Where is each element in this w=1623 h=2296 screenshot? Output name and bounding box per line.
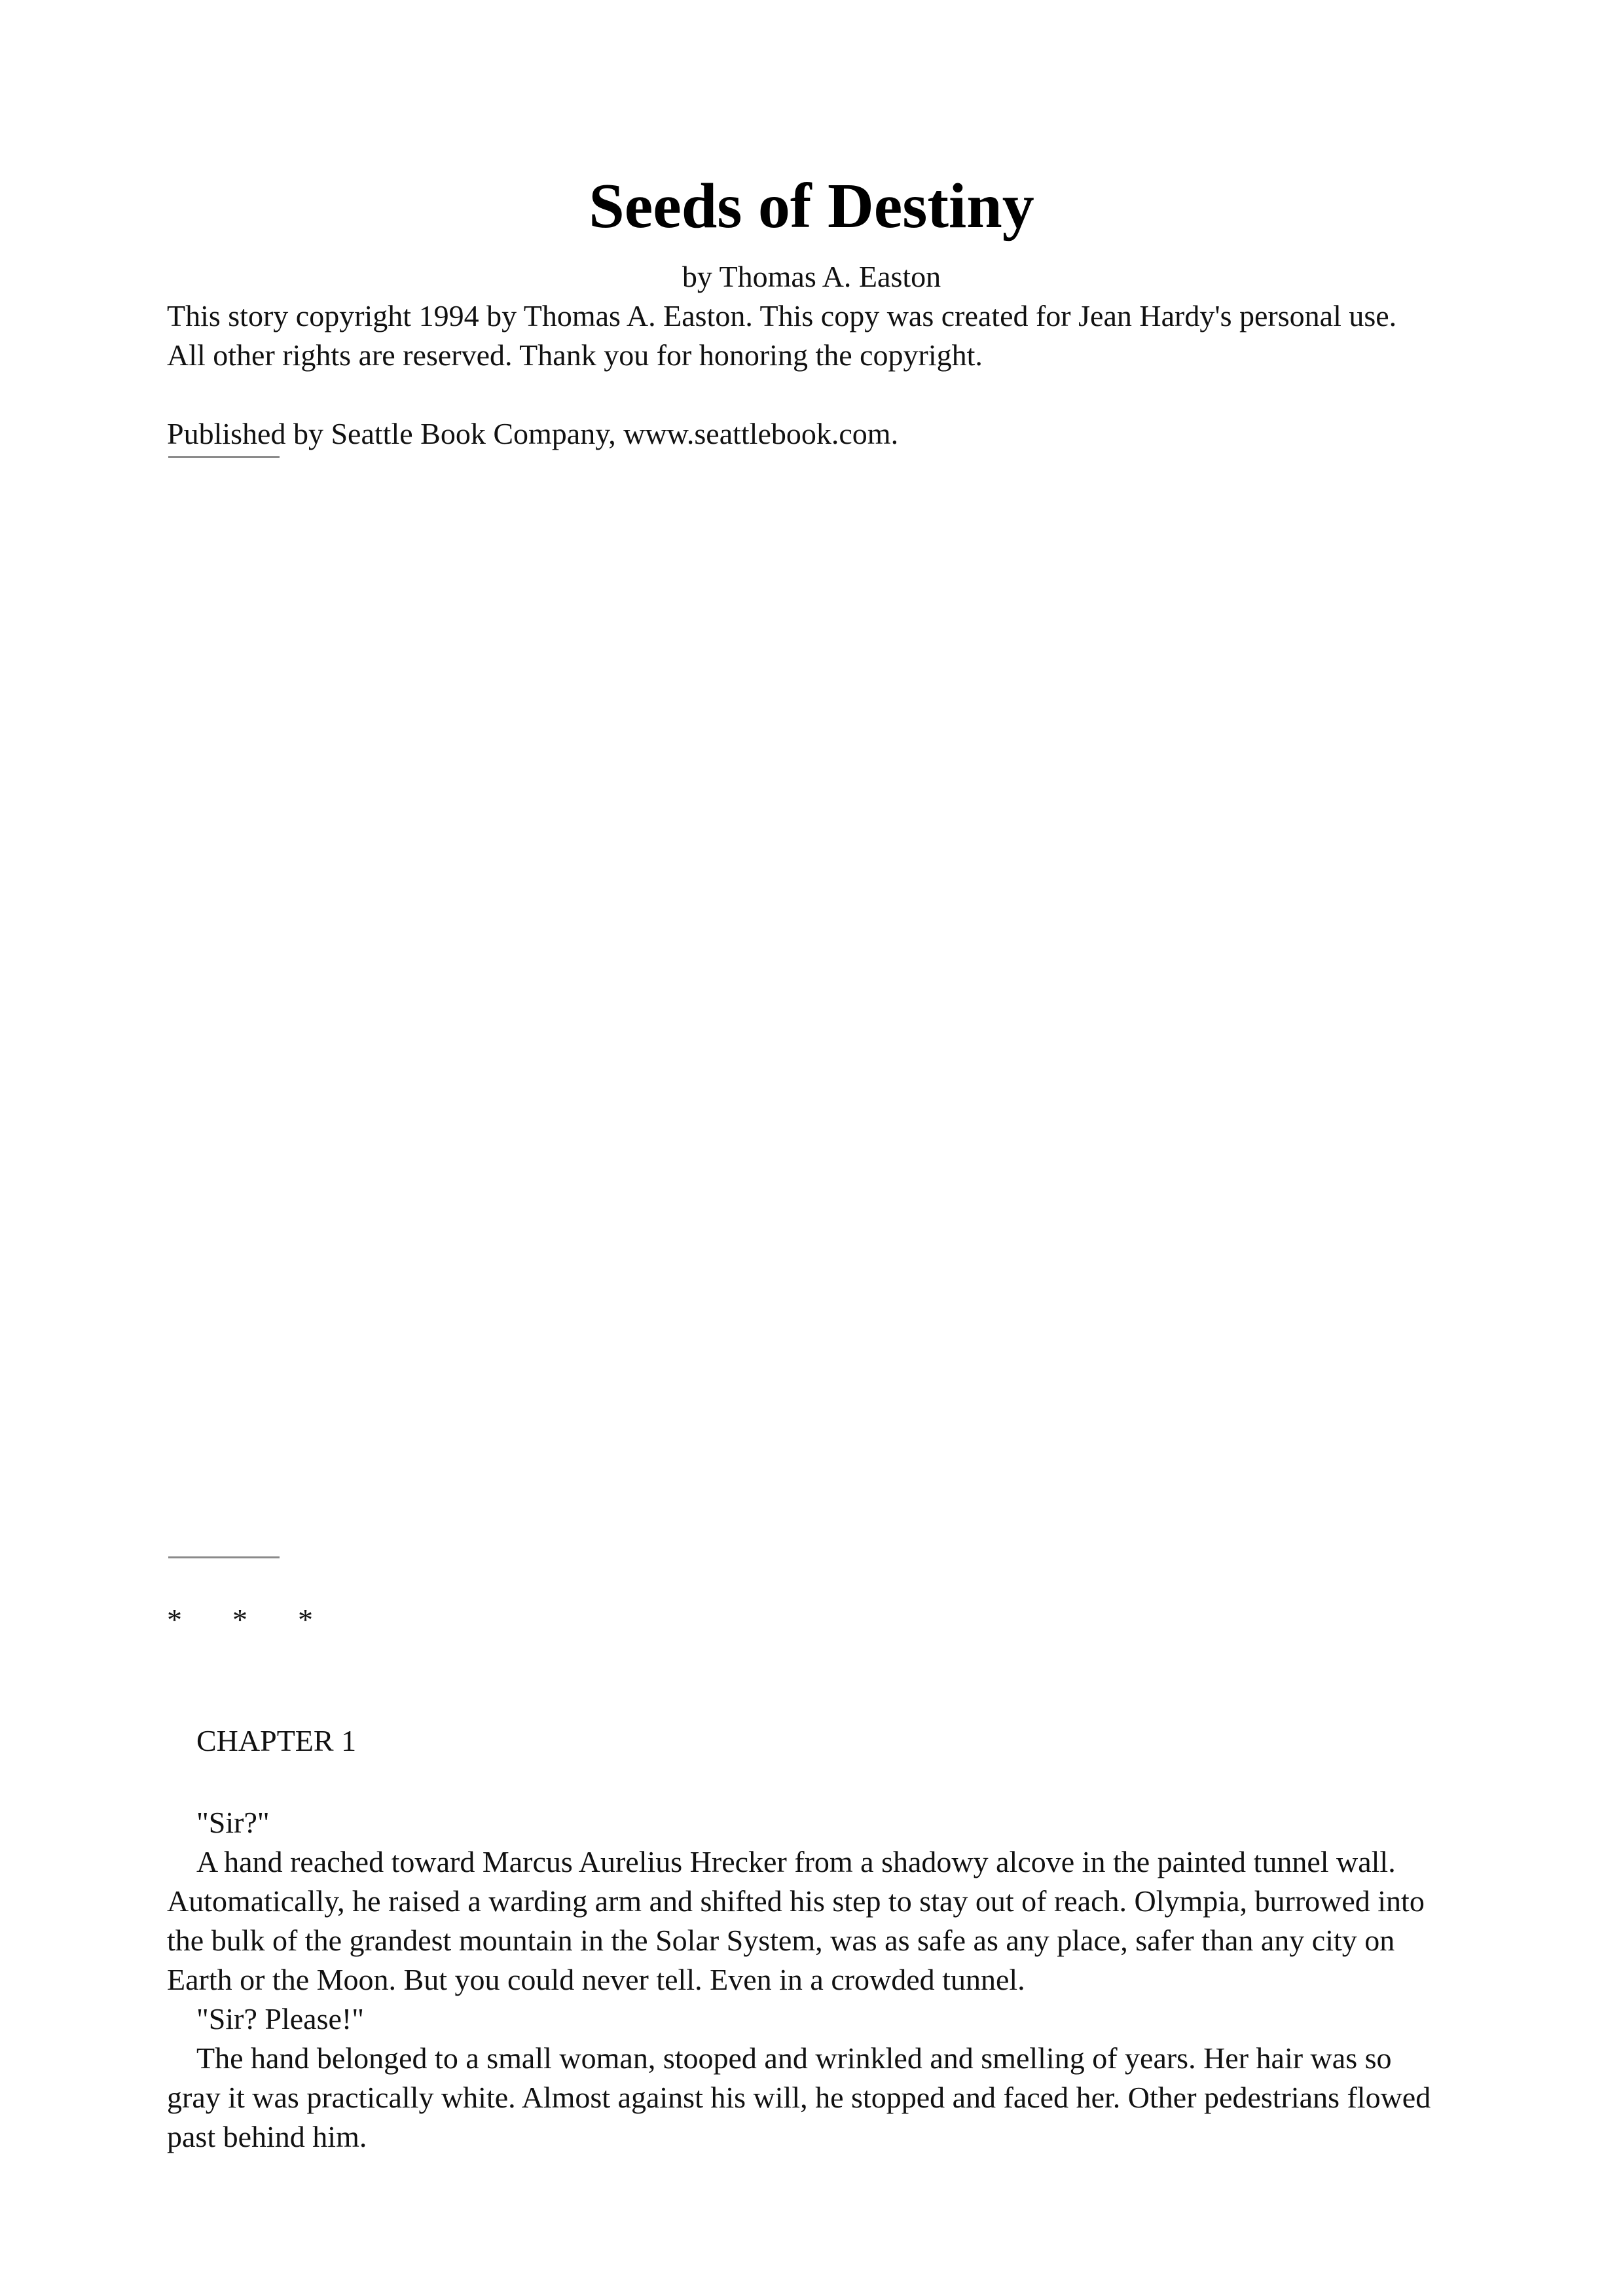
paragraph-line: gray it was practically white. Almost against his will, he stopped and faced her. Other pedestrians flowed xyxy=(167,2081,1431,2114)
paragraph-line: the bulk of the grandest mountain in the Solar System, was as safe as any place, safer than any city on xyxy=(167,1924,1395,1957)
paragraph-line: Automatically, he raised a warding arm and shifted his step to stay out of reach. Olympia, burrowed into xyxy=(167,1884,1425,1918)
author-byline: by Thomas A. Easton xyxy=(682,260,941,293)
paragraph-line: "Sir?" xyxy=(196,1806,270,1839)
paragraph-line: "Sir? Please!" xyxy=(196,2002,364,2036)
chapter-body xyxy=(167,1803,1489,2157)
chapter-heading xyxy=(167,1721,1489,1761)
paragraph-line: The hand belonged to a small woman, stooped and wrinkled and smelling of years. Her hair was so xyxy=(196,2041,1392,2075)
section-divider-top xyxy=(168,456,280,458)
copyright-line-2: All other rights are reserved. Thank you for honoring the copyright. xyxy=(167,338,983,372)
paragraph-line: Earth or the Moon. But you could never tell. Even in a crowded tunnel. xyxy=(167,1963,1025,1996)
scene-break xyxy=(167,1600,363,1640)
scene-break-star: * xyxy=(167,1603,182,1636)
paragraph-line: past behind him. xyxy=(167,2120,367,2153)
chapter-title: CHAPTER 1 xyxy=(196,1724,357,1757)
section-divider-bottom xyxy=(168,1556,280,1558)
story-title: Seeds of Destiny xyxy=(589,171,1034,242)
scene-break-star: * xyxy=(232,1603,247,1636)
copyright-line-1: This story copyright 1994 by Thomas A. Easton. This copy was created for Jean Hardy's personal use. xyxy=(167,299,1397,332)
copyright-notice xyxy=(167,296,1489,375)
scene-break-star: * xyxy=(298,1603,313,1636)
publisher-notice: Published by Seattle Book Company, www.seattlebook.com. xyxy=(167,417,899,450)
paragraph-line: A hand reached toward Marcus Aurelius Hrecker from a shadowy alcove in the painted tunnel wall. xyxy=(196,1845,1396,1878)
